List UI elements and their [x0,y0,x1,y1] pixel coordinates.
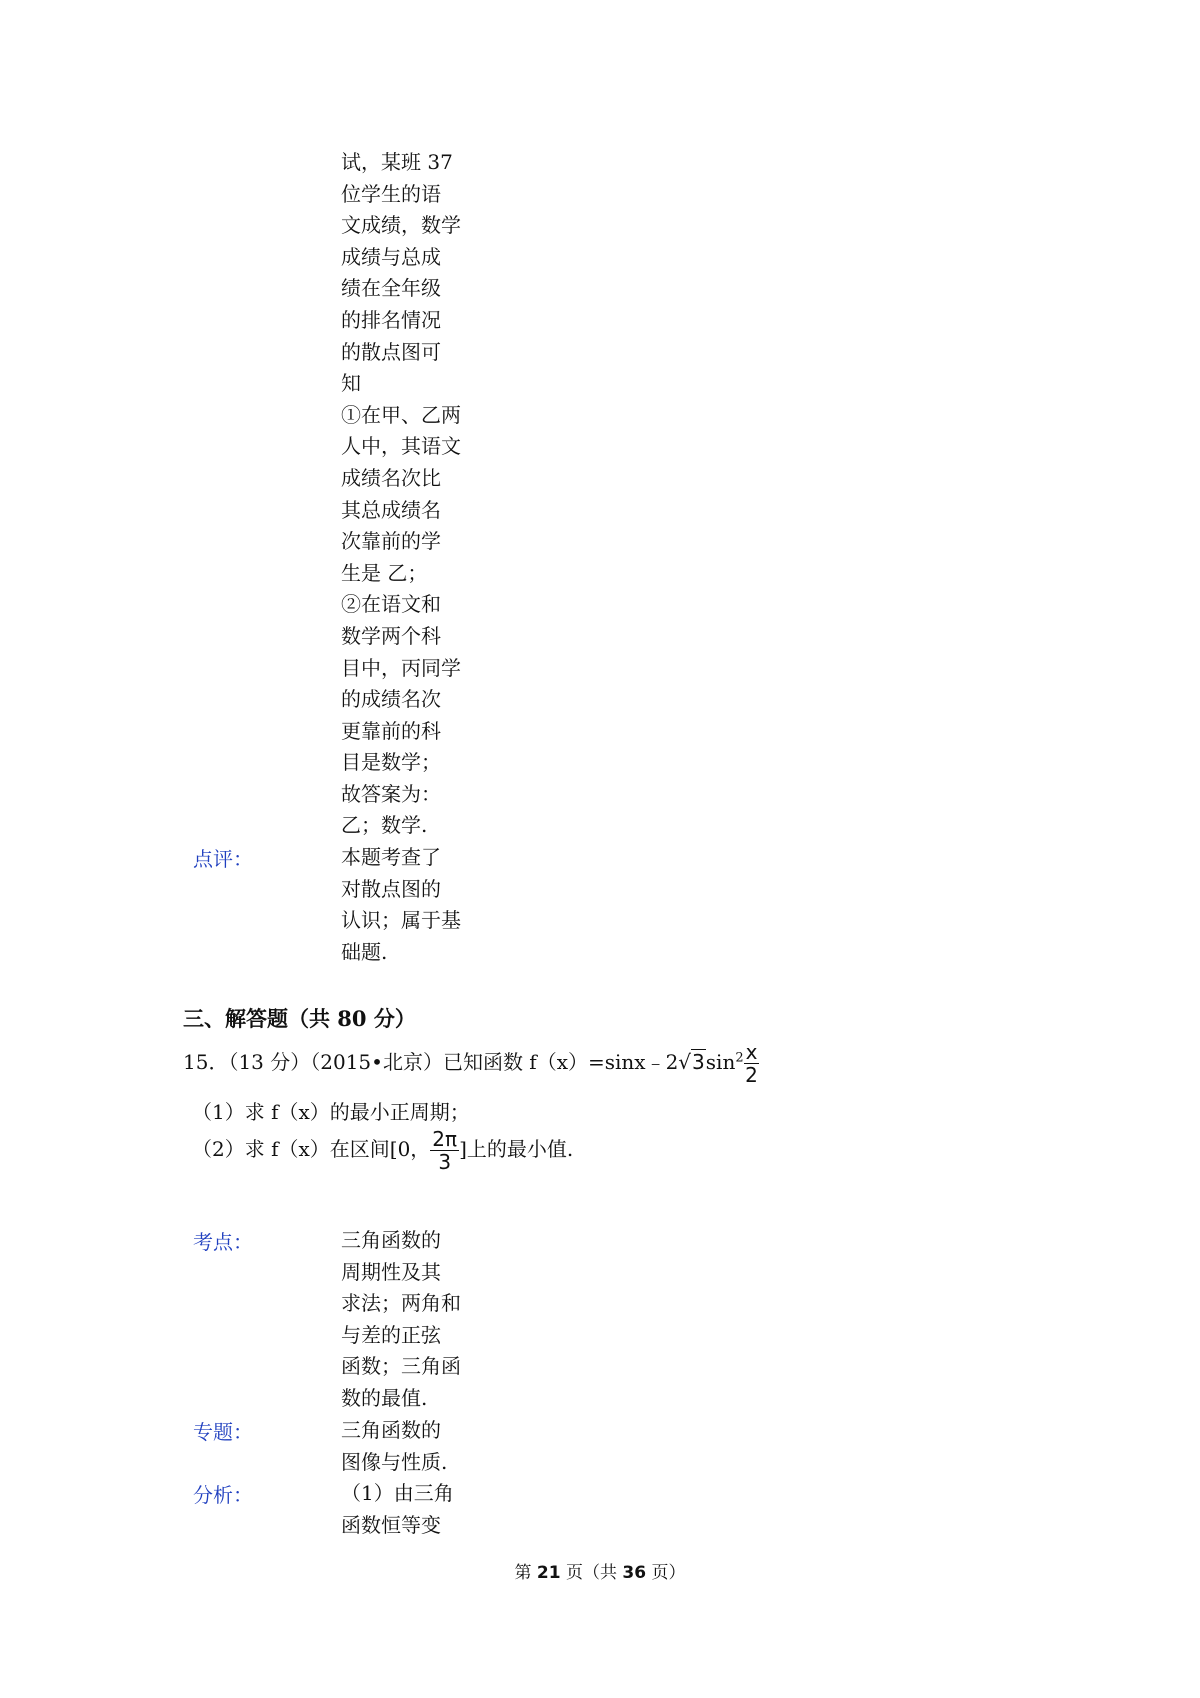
answer-line: 故答案为： [341,781,441,806]
page-footer [0,1558,1200,1583]
question-15-part-2 [192,1128,573,1173]
answer-line: 其总成绩名 [341,497,441,522]
fraction-denominator: 3 [438,1150,452,1174]
sqrt-radicand: 3 [692,1050,705,1074]
answer-line: 人中，其语文 [341,434,461,459]
fraction-numerator: 2π [432,1127,458,1151]
footer-middle: 页（共 [560,1563,623,1583]
total-pages: 36 [622,1563,647,1583]
sin-func: sin [705,1050,736,1074]
answer-line: 目中，丙同学 [341,655,461,680]
answer-line: 文成绩，数学 [341,213,461,238]
zhuanti-line: 图像与性质. [341,1449,448,1474]
answer-line: 生是 乙； [341,560,428,585]
answer-line: 的散点图可 [341,339,441,364]
zhuanti-label: 专题： [193,1420,253,1444]
kaodian-text [341,1225,461,1415]
question-15-part-1: （1）求 f（x）的最小正周期； [192,1100,470,1124]
answer-line: 乙；数学. [341,813,428,838]
fenxi-line: 函数恒等变 [341,1512,441,1537]
answer-line: 数学两个科 [341,623,441,648]
part2-text: （2）求 f（x）在区间[0， [192,1137,431,1161]
footer-prefix: 第 [514,1563,537,1583]
kaodian-line: 周期性及其 [341,1259,441,1284]
answer-line: 目是数学； [341,750,441,775]
zhuanti-line: 三角函数的 [341,1418,441,1442]
page-number: 21 [536,1563,561,1583]
answer-line: 绩在全年级 [341,276,441,301]
kaodian-line: 数的最值. [341,1385,428,1410]
comment-line: 对散点图的 [341,876,441,901]
answer-line: 试，某班 37 [341,150,453,174]
fraction-x-over-2 [744,1041,760,1086]
kaodian-line: 函数；三角函 [341,1354,461,1379]
answer-line: 成绩与总成 [341,244,441,269]
fraction-denominator: 2 [745,1063,758,1087]
kaodian-line: 三角函数的 [341,1228,441,1252]
footer-suffix: 页） [646,1563,686,1583]
comment-line: 本题考查了 [341,845,441,869]
stem-text: 15．（13 分）（2015•北京）已知函数 f（x）=sinx﹣2 [183,1050,679,1074]
comment-line: 认识；属于基 [341,908,461,933]
fraction-2pi-over-3 [430,1128,459,1173]
answer-line: 更靠前的科 [341,718,441,743]
previous-answer-text [341,147,461,842]
zhuanti-text [341,1415,447,1478]
answer-line: 的成绩名次 [341,687,441,712]
fraction-numerator: x [745,1040,758,1064]
fenxi-line: （1）由三角 [341,1481,454,1505]
answer-line: ①在甲、乙两 [341,402,461,427]
question-15-stem [183,1041,759,1086]
answer-line: 知 [341,371,361,396]
power-exponent: 2 [735,1050,744,1066]
answer-line: 成绩名次比 [341,465,441,490]
kaodian-line: 求法；两角和 [341,1291,461,1316]
part2-suffix: ]上的最小值. [459,1137,574,1161]
kaodian-line: 与差的正弦 [341,1322,441,1347]
answer-line: 位学生的语 [341,181,441,206]
answer-line: 次靠前的学 [341,529,441,554]
comment-label: 点评： [193,847,253,871]
comment-text [341,842,461,968]
kaodian-label: 考点： [193,1230,253,1254]
comment-line: 础题. [341,939,388,964]
answer-line: ②在语文和 [341,592,441,617]
answer-line: 的排名情况 [341,307,441,332]
section-heading: 三、解答题（共 80 分） [183,1006,416,1031]
sqrt-symbol: √3 [678,1050,705,1074]
fenxi-text [341,1478,454,1541]
fenxi-label: 分析： [193,1483,253,1507]
